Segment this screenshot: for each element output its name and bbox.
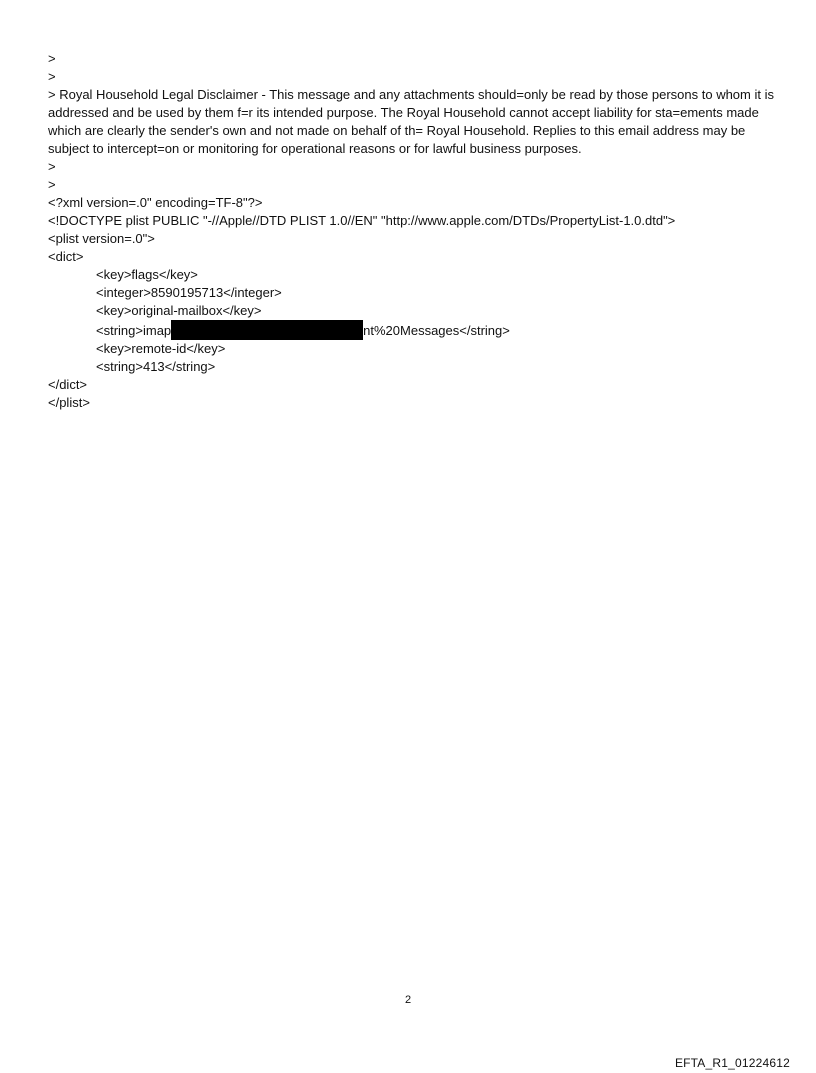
redacted-suffix: nt%20Messages</string> <box>363 323 510 338</box>
quote-marker: > <box>48 159 56 174</box>
dict-close-tag: </dict> <box>48 377 88 392</box>
document-body <box>48 50 778 412</box>
plist-entry: <key>original-mailbox</key> <box>96 303 262 318</box>
redacted-mailbox-line <box>48 320 778 340</box>
legal-disclaimer: > Royal Household Legal Disclaimer - This message and any attachments should=only be read by those persons to whom it is addressed and be used by them f=r its intended purpose. The Royal Household cannot accept liability for sta=ements made which are clearly the sender's own and not made on behalf of th= Royal Household. Replies to this email address may be subject to intercept=on or monitoring for operational reasons or for lawful business purposes. <box>48 87 774 156</box>
quote-marker: > <box>48 69 56 84</box>
plist-entry: <string>413</string> <box>96 359 216 374</box>
plist-entry: <key>remote-id</key> <box>96 341 226 356</box>
redacted-prefix: <string>imap <box>96 323 172 338</box>
redaction-block <box>171 320 363 340</box>
quote-marker: > <box>48 51 56 66</box>
quote-marker: > <box>48 177 56 192</box>
plist-open-tag: <plist version=.0"> <box>48 231 155 246</box>
plist-entry: <key>flags</key> <box>96 267 198 282</box>
dict-open-tag: <dict> <box>48 249 84 264</box>
xml-declaration: <?xml version=.0" encoding=TF-8"?> <box>48 195 263 210</box>
doctype-line: <!DOCTYPE plist PUBLIC "-//Apple//DTD PLIST 1.0//EN" "http://www.apple.com/DTDs/PropertyList-1.0.dtd"> <box>48 213 676 228</box>
plist-close-tag: </plist> <box>48 395 90 410</box>
plist-entry: <integer>8590195713</integer> <box>96 285 282 300</box>
page-number: 2 <box>404 994 412 1006</box>
document-id: EFTA_R1_01224612 <box>674 1056 790 1070</box>
